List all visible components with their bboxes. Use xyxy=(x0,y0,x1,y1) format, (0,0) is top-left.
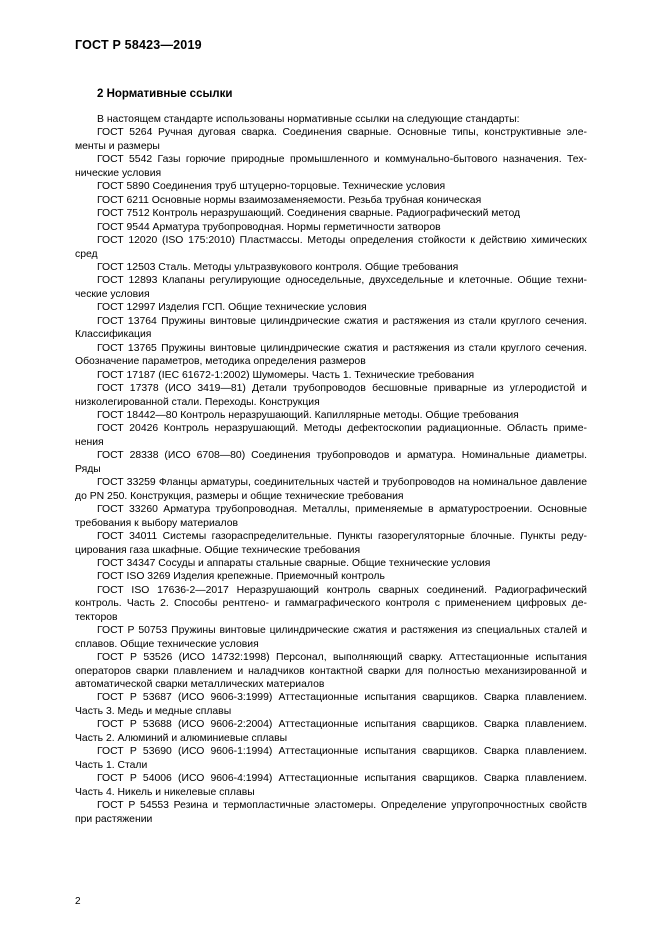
standard-reference-paragraph: ГОСТ 6211 Основные нормы взаимозаменяемости. Резьба трубная коническая xyxy=(97,194,482,206)
standard-reference-paragraph: ГОСТ Р 53687 (ИСО 9606-3:1999) Аттестационные испытания сварщиков. Сварка плавлением. Часть 3. Медь и медные сплавы xyxy=(75,692,587,717)
standard-reference-paragraph: ГОСТ Р 53526 (ИСО 14732:1998) Персонал, выполняющий сварку. Аттестационные испытания операторов сварки плавлением и наладчиков контактной сварки для полностью механизированной и автоматической сварки металлических материалов xyxy=(75,652,587,691)
standard-reference-paragraph: ГОСТ 12020 (ISO 175:2010) Пластмассы. Методы определения стойкости к действию химических сред xyxy=(75,235,587,260)
standard-reference-paragraph: ГОСТ 12893 Клапаны регулирующие односедельные, двухседельные и клеточные. Общие технические условия xyxy=(75,275,587,300)
standard-reference-paragraph: ГОСТ 7512 Контроль неразрушающий. Соединения сварные. Радиографический метод xyxy=(97,208,521,220)
standard-reference-paragraph: ГОСТ 17187 (IEC 61672-1:2002) Шумомеры. Часть 1. Технические требования xyxy=(97,369,475,381)
standard-reference-paragraph: ГОСТ 5542 Газы горючие природные промышленного и коммунально-бытового назначения. Технические условия xyxy=(75,154,587,179)
standard-reference-paragraph: ГОСТ 5264 Ручная дуговая сварка. Соединения сварные. Основные типы, конструктивные элементы и размеры xyxy=(75,127,587,152)
standard-reference-paragraph: ГОСТ ISO 17636-2—2017 Неразрушающий контроль сварных соединений. Радиографический контроль. Часть 2. Способы рентгено- и гаммаграфического контроля с применением цифровых детекторов xyxy=(75,584,587,623)
standard-reference-paragraph: ГОСТ Р 50753 Пружины винтовые цилиндрические сжатия и растяжения из специальных сталей и сплавов. Общие технические условия xyxy=(75,625,587,650)
paragraph-list xyxy=(75,113,587,826)
standard-reference-paragraph: ГОСТ 18442—80 Контроль неразрушающий. Капиллярные методы. Общие требования xyxy=(97,409,519,421)
page-header: ГОСТ Р 58423—2019 xyxy=(75,38,202,52)
standard-reference-paragraph: ГОСТ 9544 Арматура трубопроводная. Нормы герметичности затворов xyxy=(97,221,441,233)
standard-reference-paragraph: ГОСТ 20426 Контроль неразрушающий. Методы дефектоскопии радиационные. Область применения xyxy=(75,423,587,448)
standard-reference-paragraph: ГОСТ Р 54006 (ИСО 9606-4:1994) Аттестационные испытания сварщиков. Сварка плавлением. Часть 4. Никель и никелевые сплавы xyxy=(75,773,587,798)
page-content xyxy=(75,88,587,826)
standard-reference-paragraph: ГОСТ 12503 Сталь. Методы ультразвукового контроля. Общие требования xyxy=(97,261,459,273)
standard-reference-paragraph: ГОСТ Р 54553 Резина и термопластичные эластомеры. Определение упругопрочностных свойств при растяжении xyxy=(75,800,587,825)
standard-reference-paragraph: ГОСТ 17378 (ИСО 3419—81) Детали трубопроводов бесшовные приварные из углеродистой и низколегированной стали. Переходы. Конструкция xyxy=(75,383,587,408)
page-number: 2 xyxy=(75,896,81,907)
standard-reference-paragraph: ГОСТ ISO 3269 Изделия крепежные. Приемочный контроль xyxy=(97,571,385,583)
standard-reference-paragraph: ГОСТ 28338 (ИСО 6708—80) Соединения трубопроводов и арматура. Номинальные диаметры. Ряды xyxy=(75,450,587,475)
standard-reference-paragraph: ГОСТ 33260 Арматура трубопроводная. Металлы, применяемые в арматуростроении. Основные требования к выбору материалов xyxy=(75,504,587,529)
standard-reference-paragraph: ГОСТ 5890 Соединения труб штуцерно-торцовые. Технические условия xyxy=(97,181,446,193)
section-heading: 2 Нормативные ссылки xyxy=(97,88,233,100)
standard-reference-paragraph: ГОСТ 33259 Фланцы арматуры, соединительных частей и трубопроводов на номинальное давление до PN 250. Конструкция, размеры и общие технические требования xyxy=(75,477,587,502)
standard-reference-paragraph: ГОСТ 34011 Системы газораспределительные. Пункты газорегуляторные блочные. Пункты редуцирования газа шкафные. Общие технические требования xyxy=(75,531,587,556)
standard-reference-paragraph: ГОСТ 12997 Изделия ГСП. Общие технические условия xyxy=(97,302,367,314)
standard-reference-paragraph: ГОСТ Р 53688 (ИСО 9606-2:2004) Аттестационные испытания сварщиков. Сварка плавлением. Часть 2. Алюминий и алюминиевые сплавы xyxy=(75,719,587,744)
standard-reference-paragraph: ГОСТ Р 53690 (ИСО 9606-1:1994) Аттестационные испытания сварщиков. Сварка плавлением. Часть 1. Стали xyxy=(75,746,587,771)
standard-reference-paragraph: ГОСТ 34347 Сосуды и аппараты стальные сварные. Общие технические условия xyxy=(97,557,491,569)
standard-reference-paragraph: ГОСТ 13765 Пружины винтовые цилиндрические сжатия и растяжения из стали круглого сечения. Обозначение параметров, методика определения размеров xyxy=(75,342,587,368)
standard-reference-paragraph: ГОСТ 13764 Пружины винтовые цилиндрические сжатия и растяжения из стали круглого сечения. Классификация xyxy=(75,315,587,341)
standard-reference-paragraph: В настоящем стандарте использованы нормативные ссылки на следующие стандарты: xyxy=(97,114,520,125)
